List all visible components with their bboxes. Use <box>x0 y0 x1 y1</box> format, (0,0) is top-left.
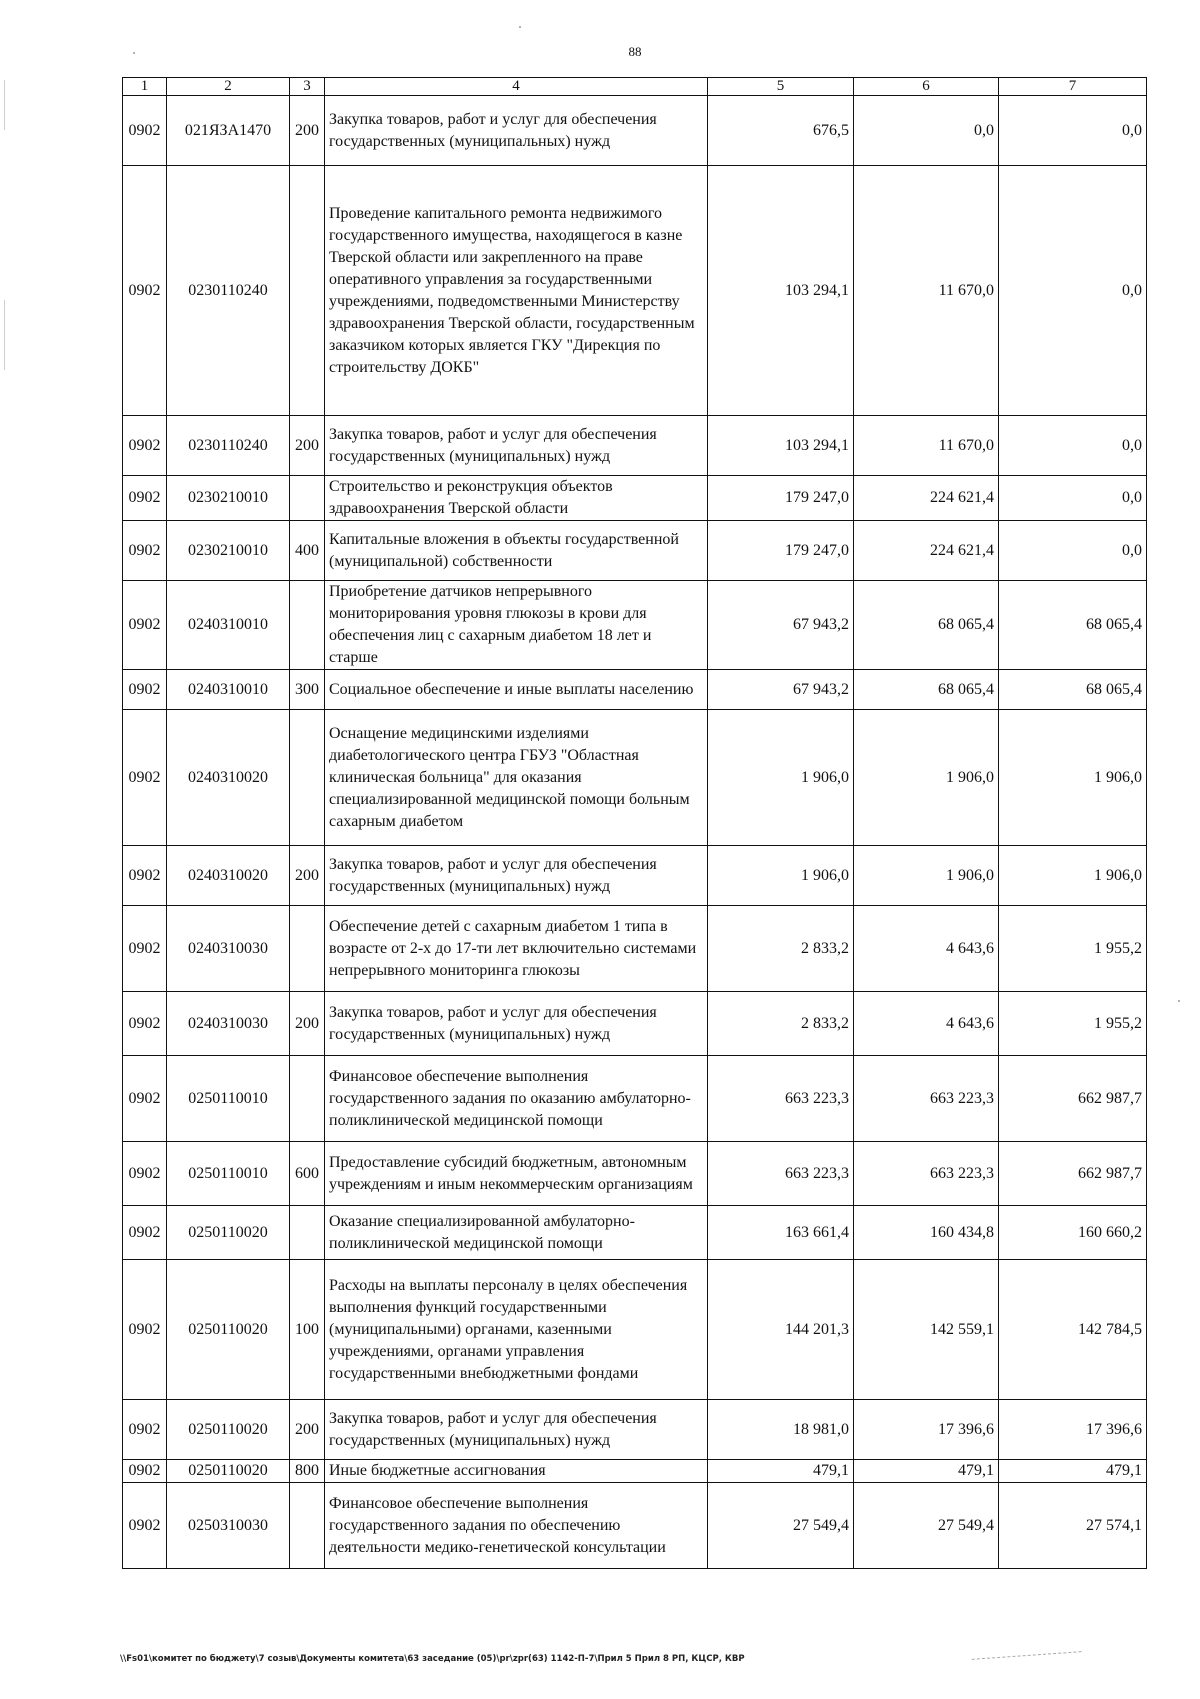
value-col7-cell: 27 574,1 <box>999 1483 1147 1569</box>
value-col7-cell: 68 065,4 <box>999 670 1147 710</box>
value-col7-cell: 479,1 <box>999 1460 1147 1483</box>
target-code-cell: 0250310030 <box>167 1483 290 1569</box>
target-code-cell: 0230210010 <box>167 521 290 581</box>
table-row <box>123 416 1147 476</box>
description-cell: Закупка товаров, работ и услуг для обеспечения государственных (муниципальных) нужд <box>325 992 708 1056</box>
header-cell: 4 <box>325 78 708 96</box>
section-cell: 0902 <box>123 992 167 1056</box>
scan-edge-mark <box>4 80 5 130</box>
expense-type-cell <box>290 476 325 521</box>
description-cell: Проведение капитального ремонта недвижимого государственного имущества, находящегося в казне Тверской области или закрепленного на праве оперативного управления за государственными учреждениями, подведомственными Министерству здравоохранения Тверской области, государственным заказчиком которых является ГКУ "Дирекция по строительству ДОКБ" <box>325 166 708 416</box>
expense-type-cell <box>290 710 325 846</box>
value-col5-cell: 179 247,0 <box>708 476 854 521</box>
value-col5-cell: 1 906,0 <box>708 710 854 846</box>
value-col6-cell: 4 643,6 <box>854 906 999 992</box>
description-cell: Предоставление субсидий бюджетным, автономным учреждениям и иным некоммерческим организациям <box>325 1142 708 1206</box>
value-col6-cell: 68 065,4 <box>854 670 999 710</box>
description-cell: Закупка товаров, работ и услуг для обеспечения государственных (муниципальных) нужд <box>325 96 708 166</box>
section-cell: 0902 <box>123 96 167 166</box>
target-code-cell: 0230110240 <box>167 166 290 416</box>
value-col7-cell: 17 396,6 <box>999 1400 1147 1460</box>
description-cell: Строительство и реконструкция объектов здравоохранения Тверской области <box>325 476 708 521</box>
target-code-cell: 0240310030 <box>167 992 290 1056</box>
table-row <box>123 1260 1147 1400</box>
target-code-cell: 0250110020 <box>167 1460 290 1483</box>
value-col5-cell: 163 661,4 <box>708 1206 854 1260</box>
value-col5-cell: 179 247,0 <box>708 521 854 581</box>
value-col6-cell: 11 670,0 <box>854 166 999 416</box>
table-row <box>123 476 1147 521</box>
section-cell: 0902 <box>123 1056 167 1142</box>
header-row <box>123 78 1147 96</box>
value-col6-cell: 0,0 <box>854 96 999 166</box>
value-col5-cell: 1 906,0 <box>708 846 854 906</box>
table-row <box>123 1056 1147 1142</box>
target-code-cell: 0240310020 <box>167 846 290 906</box>
table-row <box>123 670 1147 710</box>
value-col5-cell: 103 294,1 <box>708 166 854 416</box>
header-cell: 3 <box>290 78 325 96</box>
value-col5-cell: 479,1 <box>708 1460 854 1483</box>
value-col6-cell: 1 906,0 <box>854 846 999 906</box>
expense-type-cell: 200 <box>290 96 325 166</box>
page-number: 88 <box>628 44 642 59</box>
value-col7-cell: 0,0 <box>999 476 1147 521</box>
table-row <box>123 846 1147 906</box>
value-col6-cell: 142 559,1 <box>854 1260 999 1400</box>
description-cell: Закупка товаров, работ и услуг для обеспечения государственных (муниципальных) нужд <box>325 416 708 476</box>
expense-type-cell <box>290 1206 325 1260</box>
value-col7-cell: 662 987,7 <box>999 1142 1147 1206</box>
value-col7-cell: 662 987,7 <box>999 1056 1147 1142</box>
section-cell: 0902 <box>123 581 167 670</box>
value-col5-cell: 67 943,2 <box>708 581 854 670</box>
target-code-cell: 0240310010 <box>167 670 290 710</box>
section-cell: 0902 <box>123 1260 167 1400</box>
description-cell: Приобретение датчиков непрерывного мониторирования уровня глюкозы в крови для обеспечения лиц с сахарным диабетом 18 лет и старше <box>325 581 708 670</box>
value-col6-cell: 4 643,6 <box>854 992 999 1056</box>
value-col5-cell: 2 833,2 <box>708 992 854 1056</box>
section-cell: 0902 <box>123 1206 167 1260</box>
table-body <box>123 96 1147 1569</box>
description-cell: Закупка товаров, работ и услуг для обеспечения государственных (муниципальных) нужд <box>325 846 708 906</box>
expense-type-cell: 200 <box>290 992 325 1056</box>
scan-edge-mark <box>4 300 5 370</box>
value-col6-cell: 11 670,0 <box>854 416 999 476</box>
section-cell: 0902 <box>123 710 167 846</box>
expense-type-cell <box>290 1483 325 1569</box>
target-code-cell: 0250110010 <box>167 1056 290 1142</box>
section-cell: 0902 <box>123 521 167 581</box>
scan-scribble <box>972 1651 1082 1670</box>
table-row <box>123 1142 1147 1206</box>
header-cell: 2 <box>167 78 290 96</box>
value-col7-cell: 160 660,2 <box>999 1206 1147 1260</box>
expense-type-cell: 300 <box>290 670 325 710</box>
table-row <box>123 1460 1147 1483</box>
description-cell: Финансовое обеспечение выполнения государственного задания по оказанию амбулаторно-поликлинической медицинской помощи <box>325 1056 708 1142</box>
table-row <box>123 906 1147 992</box>
scan-speck <box>519 26 521 28</box>
table-row <box>123 96 1147 166</box>
footer-file-path: \\Fs01\комитет по бюджету\7 созыв\Документы комитета\63 заседание (05)\pr\zpr(63) 1142-П-7\Прил 5 Прил 8 РП, КЦСР, КВР <box>120 1654 745 1664</box>
section-cell: 0902 <box>123 1142 167 1206</box>
target-code-cell: 0250110020 <box>167 1400 290 1460</box>
value-col5-cell: 144 201,3 <box>708 1260 854 1400</box>
value-col5-cell: 663 223,3 <box>708 1056 854 1142</box>
description-cell: Оснащение медицинскими изделиями диабетологического центра ГБУЗ "Областная клиническая больница" для оказания специализированной медицинской помощи больным сахарным диабетом <box>325 710 708 846</box>
target-code-cell: 0230210010 <box>167 476 290 521</box>
value-col7-cell: 142 784,5 <box>999 1260 1147 1400</box>
target-code-cell: 0240310010 <box>167 581 290 670</box>
description-cell: Обеспечение детей с сахарным диабетом 1 типа в возрасте от 2-х до 17-ти лет включительно системами непрерывного мониторинга глюкозы <box>325 906 708 992</box>
section-cell: 0902 <box>123 166 167 416</box>
value-col6-cell: 224 621,4 <box>854 476 999 521</box>
expense-type-cell: 400 <box>290 521 325 581</box>
value-col6-cell: 160 434,8 <box>854 1206 999 1260</box>
value-col6-cell: 479,1 <box>854 1460 999 1483</box>
description-cell: Оказание специализированной амбулаторно-поликлинической медицинской помощи <box>325 1206 708 1260</box>
value-col5-cell: 663 223,3 <box>708 1142 854 1206</box>
section-cell: 0902 <box>123 906 167 992</box>
section-cell: 0902 <box>123 846 167 906</box>
header-cell: 5 <box>708 78 854 96</box>
budget-table <box>122 77 1147 1569</box>
description-cell: Капитальные вложения в объекты государственной (муниципальной) собственности <box>325 521 708 581</box>
value-col6-cell: 1 906,0 <box>854 710 999 846</box>
value-col5-cell: 103 294,1 <box>708 416 854 476</box>
target-code-cell: 0240310030 <box>167 906 290 992</box>
table-row <box>123 581 1147 670</box>
table-row <box>123 1206 1147 1260</box>
scan-speck <box>1178 1000 1180 1002</box>
section-cell: 0902 <box>123 476 167 521</box>
section-cell: 0902 <box>123 1460 167 1483</box>
section-cell: 0902 <box>123 1400 167 1460</box>
value-col6-cell: 68 065,4 <box>854 581 999 670</box>
expense-type-cell: 100 <box>290 1260 325 1400</box>
value-col7-cell: 68 065,4 <box>999 581 1147 670</box>
value-col7-cell: 1 955,2 <box>999 906 1147 992</box>
value-col6-cell: 17 396,6 <box>854 1400 999 1460</box>
value-col7-cell: 1 906,0 <box>999 710 1147 846</box>
target-code-cell: 0250110020 <box>167 1206 290 1260</box>
value-col6-cell: 27 549,4 <box>854 1483 999 1569</box>
expense-type-cell <box>290 581 325 670</box>
section-cell: 0902 <box>123 416 167 476</box>
value-col6-cell: 663 223,3 <box>854 1056 999 1142</box>
value-col7-cell: 0,0 <box>999 521 1147 581</box>
expense-type-cell: 200 <box>290 416 325 476</box>
value-col7-cell: 1 955,2 <box>999 992 1147 1056</box>
value-col7-cell: 0,0 <box>999 416 1147 476</box>
value-col5-cell: 27 549,4 <box>708 1483 854 1569</box>
table-row <box>123 166 1147 416</box>
expense-type-cell <box>290 166 325 416</box>
description-cell: Закупка товаров, работ и услуг для обеспечения государственных (муниципальных) нужд <box>325 1400 708 1460</box>
target-code-cell: 021ЯЗА1470 <box>167 96 290 166</box>
target-code-cell: 0240310020 <box>167 710 290 846</box>
value-col5-cell: 18 981,0 <box>708 1400 854 1460</box>
description-cell: Расходы на выплаты персоналу в целях обеспечения выполнения функций государственными (муниципальными) органами, казенными учреждениями, органами управления государственными внебюджетными фондами <box>325 1260 708 1400</box>
value-col5-cell: 2 833,2 <box>708 906 854 992</box>
expense-type-cell <box>290 1056 325 1142</box>
expense-type-cell: 800 <box>290 1460 325 1483</box>
value-col7-cell: 0,0 <box>999 96 1147 166</box>
target-code-cell: 0230110240 <box>167 416 290 476</box>
table-row <box>123 710 1147 846</box>
description-cell: Финансовое обеспечение выполнения государственного задания по обеспечению деятельности медико-генетической консультации <box>325 1483 708 1569</box>
section-cell: 0902 <box>123 1483 167 1569</box>
table-row <box>123 1483 1147 1569</box>
expense-type-cell: 200 <box>290 1400 325 1460</box>
section-cell: 0902 <box>123 670 167 710</box>
header-cell: 1 <box>123 78 167 96</box>
header-cell: 6 <box>854 78 999 96</box>
target-code-cell: 0250110010 <box>167 1142 290 1206</box>
expense-type-cell: 600 <box>290 1142 325 1206</box>
value-col5-cell: 67 943,2 <box>708 670 854 710</box>
table-row <box>123 521 1147 581</box>
value-col5-cell: 676,5 <box>708 96 854 166</box>
table-row <box>123 1400 1147 1460</box>
description-cell: Социальное обеспечение и иные выплаты населению <box>325 670 708 710</box>
description-cell: Иные бюджетные ассигнования <box>325 1460 708 1483</box>
value-col6-cell: 224 621,4 <box>854 521 999 581</box>
expense-type-cell: 200 <box>290 846 325 906</box>
expense-type-cell <box>290 906 325 992</box>
header-cell: 7 <box>999 78 1147 96</box>
value-col6-cell: 663 223,3 <box>854 1142 999 1206</box>
target-code-cell: 0250110020 <box>167 1260 290 1400</box>
value-col7-cell: 0,0 <box>999 166 1147 416</box>
table-row <box>123 992 1147 1056</box>
value-col7-cell: 1 906,0 <box>999 846 1147 906</box>
